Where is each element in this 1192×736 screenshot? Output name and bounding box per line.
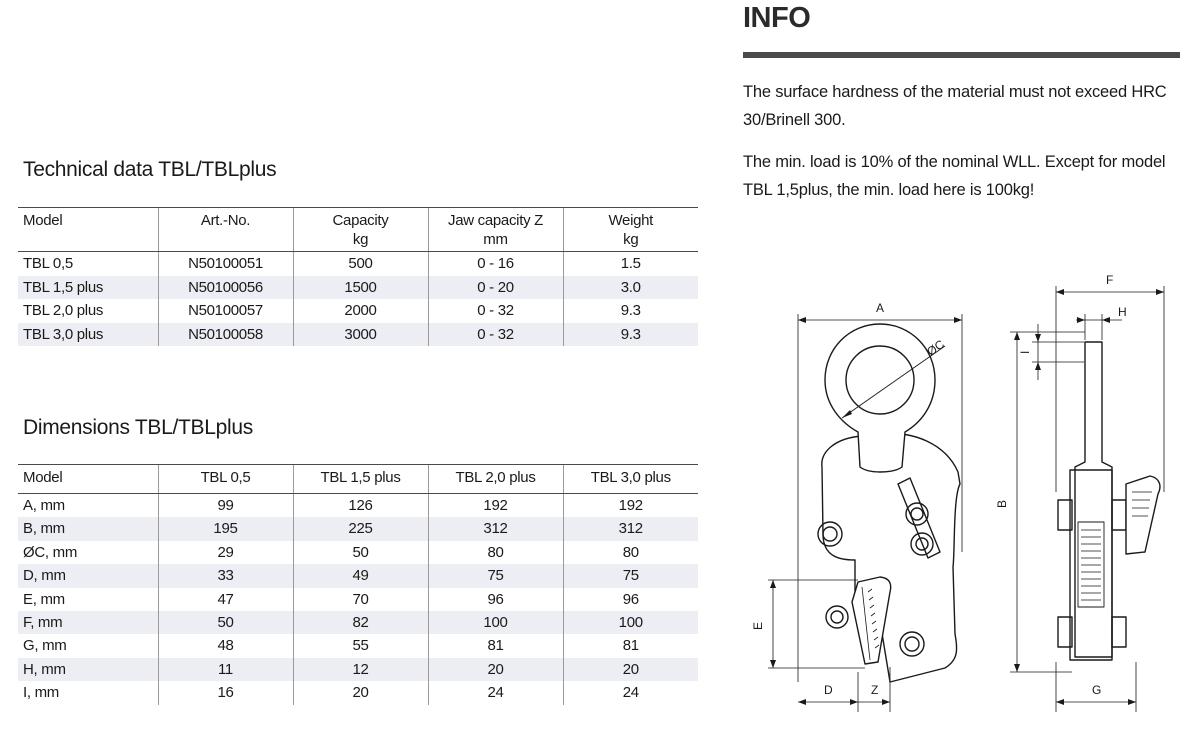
table-cell: 24 (428, 681, 563, 704)
table-cell: 195 (158, 517, 293, 540)
dimension-row (18, 681, 698, 704)
table-cell: 20 (428, 658, 563, 681)
table-cell: 80 (563, 541, 698, 564)
table-cell: 192 (563, 494, 698, 518)
table-cell: 75 (428, 564, 563, 587)
dimension-row (18, 564, 698, 587)
table-cell: 0 - 32 (428, 299, 563, 323)
cell-model: H, mm (18, 658, 158, 681)
table-cell: 9.3 (563, 299, 698, 323)
table-cell: N50100056 (158, 276, 293, 300)
table-cell: 29 (158, 541, 293, 564)
cell-model: TBL 2,0 plus (23, 302, 104, 319)
technical-row (18, 323, 698, 347)
cell-model: G, mm (23, 637, 67, 655)
table-cell: 81 (428, 634, 563, 657)
dim-label-d: D (824, 683, 833, 697)
cell-model: TBL 3,0 plus (18, 323, 158, 347)
dim-label-c: ØC (924, 337, 947, 359)
table-cell: 312 (563, 517, 698, 540)
table-cell: 75 (563, 564, 698, 587)
table-cell: 96 (563, 588, 698, 611)
header-capacity: Capacity kg (293, 208, 428, 252)
table-cell: 9.3 (563, 323, 698, 347)
cell-model: F, mm (18, 611, 158, 634)
technical-data-title: Technical data TBL/TBLplus (23, 158, 277, 181)
table-cell: 2000 (293, 299, 428, 323)
table-cell: 20 (293, 681, 428, 704)
header-tbl-2-0-plus: TBL 2,0 plus (428, 465, 563, 494)
technical-row (18, 252, 698, 276)
table-cell: 1.5 (563, 252, 698, 276)
table-cell: 50 (293, 541, 428, 564)
info-title: INFO (743, 2, 811, 34)
table-cell: 47 (158, 588, 293, 611)
header-jaw-capacity: Jaw capacity Z mm (428, 208, 563, 252)
side-view-body (1075, 342, 1112, 657)
dimension-row (18, 611, 698, 634)
technical-data-table (18, 207, 698, 346)
table-cell: 0 - 20 (428, 276, 563, 300)
side-view-lever (1126, 476, 1160, 554)
cell-model: D, mm (18, 564, 158, 587)
table-cell: 1500 (293, 276, 428, 300)
dimension-row (18, 634, 698, 657)
cell-model: A, mm (23, 497, 65, 514)
info-divider (743, 52, 1180, 58)
table-cell: 0 - 16 (428, 252, 563, 276)
table-cell: 99 (158, 494, 293, 518)
header-tbl-3-0-plus: TBL 3,0 plus (563, 465, 698, 494)
table-cell: N50100058 (158, 323, 293, 347)
cell-model: I, mm (23, 684, 59, 702)
header-tbl-1-5-plus: TBL 1,5 plus (293, 465, 428, 494)
dimension-row (18, 658, 698, 681)
header-tbl-0-5: TBL 0,5 (158, 465, 293, 494)
dimension-row (18, 494, 698, 518)
dimension-row (18, 541, 698, 564)
table-cell: 48 (158, 634, 293, 657)
table-cell: 96 (428, 588, 563, 611)
header-weight: Weight kg (563, 208, 698, 252)
table-header-row (18, 465, 698, 494)
table-cell: 55 (293, 634, 428, 657)
dimension-row (18, 517, 698, 540)
clamp-technical-drawing (740, 262, 1185, 722)
table-cell: 12 (293, 658, 428, 681)
dim-label-i: I (1018, 350, 1032, 354)
dim-label-b: B (995, 499, 1009, 508)
table-header-row (18, 208, 698, 252)
technical-row (18, 276, 698, 300)
table-cell: 3000 (293, 323, 428, 347)
table-cell: 24 (563, 681, 698, 704)
cell-model: TBL 1,5 plus (18, 276, 158, 300)
dimension-row (18, 588, 698, 611)
table-cell: 81 (563, 634, 698, 657)
table-cell: 126 (293, 494, 428, 518)
header-model: Model (18, 465, 158, 494)
table-cell: 82 (293, 611, 428, 634)
table-cell: N50100057 (158, 299, 293, 323)
info-paragraph-min-load: The min. load is 10% of the nominal WLL. Except for model TBL 1,5plus, the min. load here is 100kg! (743, 153, 1166, 199)
technical-row (18, 299, 698, 323)
header-art-no: Art.-No. (158, 208, 293, 252)
table-cell: 192 (428, 494, 563, 518)
table-cell: 70 (293, 588, 428, 611)
table-cell: 33 (158, 564, 293, 587)
dim-label-h: H (1118, 305, 1127, 319)
table-cell: 50 (158, 611, 293, 634)
table-cell: 11 (158, 658, 293, 681)
cell-model: B, mm (18, 517, 158, 540)
table-cell: 0 - 32 (428, 323, 563, 347)
table-cell: 500 (293, 252, 428, 276)
table-cell: 225 (293, 517, 428, 540)
cell-model: ØC, mm (23, 543, 78, 561)
dim-label-f: F (1106, 273, 1114, 287)
dim-label-e: E (751, 621, 765, 630)
table-cell: 20 (563, 658, 698, 681)
lever (898, 478, 940, 558)
table-cell: 49 (293, 564, 428, 587)
table-cell: 100 (563, 611, 698, 634)
header-model: Model (18, 208, 158, 252)
table-cell: 16 (158, 681, 293, 704)
dimensions-table (18, 464, 698, 705)
dim-label-z: Z (871, 683, 879, 697)
cell-model: TBL 0,5 (23, 255, 73, 272)
table-cell: 100 (428, 611, 563, 634)
info-paragraph-hardness: The surface hardness of the material must not exceed HRC 30/Brinell 300. (743, 83, 1167, 129)
dimensions-title: Dimensions TBL/TBLplus (23, 416, 253, 439)
table-cell: N50100051 (158, 252, 293, 276)
cell-model: E, mm (23, 590, 65, 608)
table-cell: 3.0 (563, 276, 698, 300)
table-cell: 312 (428, 517, 563, 540)
dim-label-g: G (1092, 683, 1102, 697)
table-cell: 80 (428, 541, 563, 564)
dim-label-a: A (876, 301, 885, 315)
